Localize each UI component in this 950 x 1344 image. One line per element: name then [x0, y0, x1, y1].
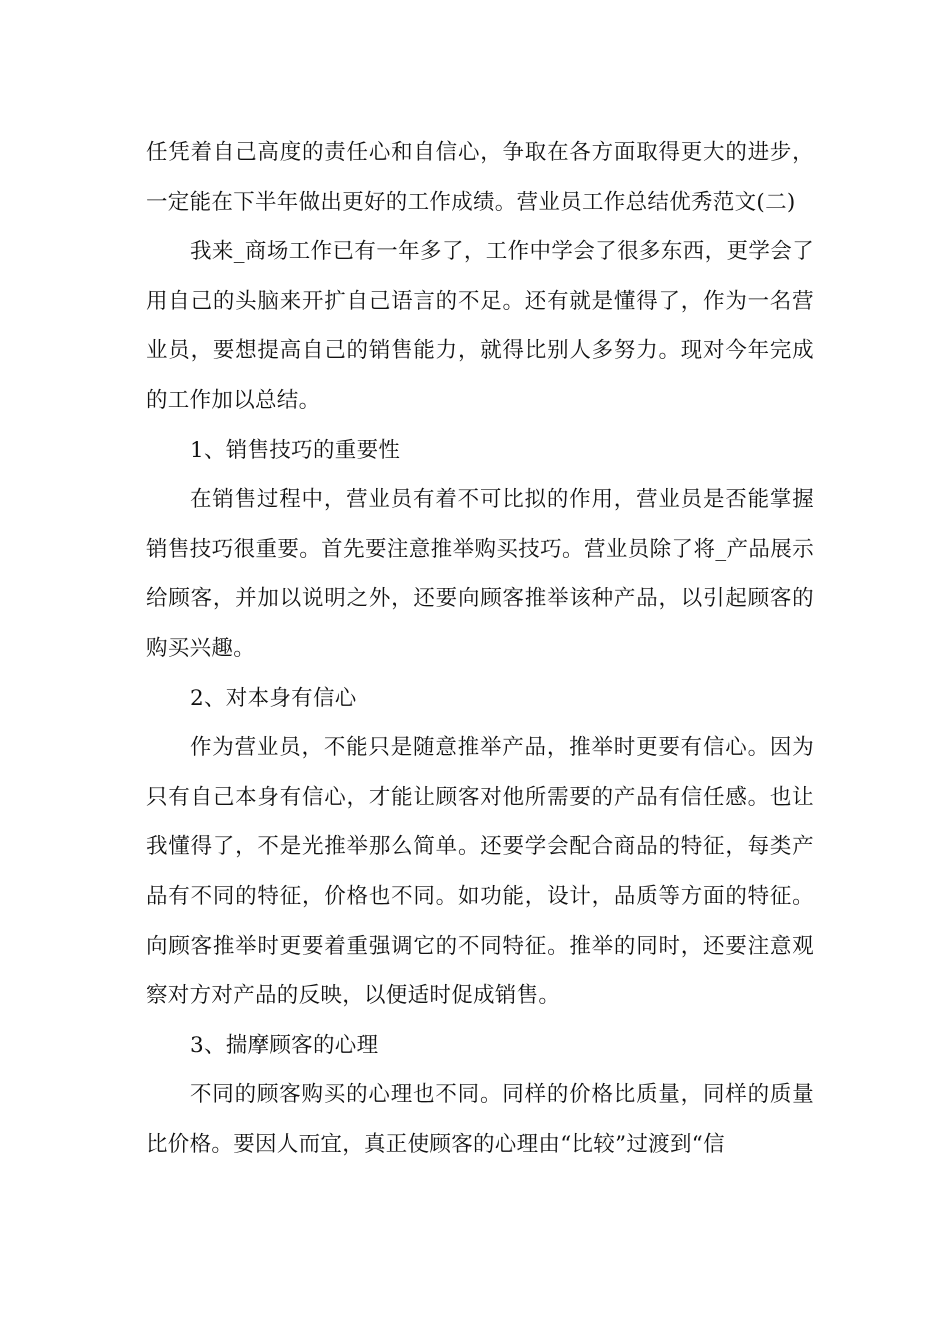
section-heading-2: 2、对本身有信心: [190, 685, 357, 711]
paragraph-customer-psychology: 不同的顾客购买的心理也不同。同样的价格比质量，同样的质量比价格。要因人而宜，真正使顾客的心理由“比较”过渡到“信: [146, 1082, 814, 1157]
section-heading-3: 3、揣摩顾客的心理: [190, 1032, 379, 1058]
paragraph-continuation: 任凭着自己高度的责任心和自信心，争取在各方面取得更大的进步，一定能在下半年做出更好的工作成绩。营业员工作总结优秀范文(二): [146, 140, 814, 215]
document-body: [146, 128, 814, 1169]
paragraph-intro: 我来_商场工作已有一年多了，工作中学会了很多东西，更学会了用自己的头脑来开扩自己语言的不足。还有就是懂得了，作为一名营业员，要想提高自己的销售能力，就得比别人多努力。现对今年完成的工作加以总结。: [146, 239, 814, 413]
paragraph-confidence: 作为营业员，不能只是随意推举产品，推举时更要有信心。因为只有自己本身有信心，才能让顾客对他所需要的产品有信任感。也让我懂得了，不是光推举那么简单。还要学会配合商品的特征，每类产品有不同的特征，价格也不同。如功能，设计，品质等方面的特征。向顾客推举时更要着重强调它的不同特征。推举的同时，还要注意观察对方对产品的反映，以便适时促成销售。: [146, 735, 814, 1009]
section-heading-1: 1、销售技巧的重要性: [190, 437, 401, 463]
paragraph-sales-skills: 在销售过程中，营业员有着不可比拟的作用，营业员是否能掌握销售技巧很重要。首先要注意推举购买技巧。营业员除了将_产品展示给顾客，并加以说明之外，还要向顾客推举该种产品，以引起顾客的购买兴趣。: [146, 487, 814, 661]
